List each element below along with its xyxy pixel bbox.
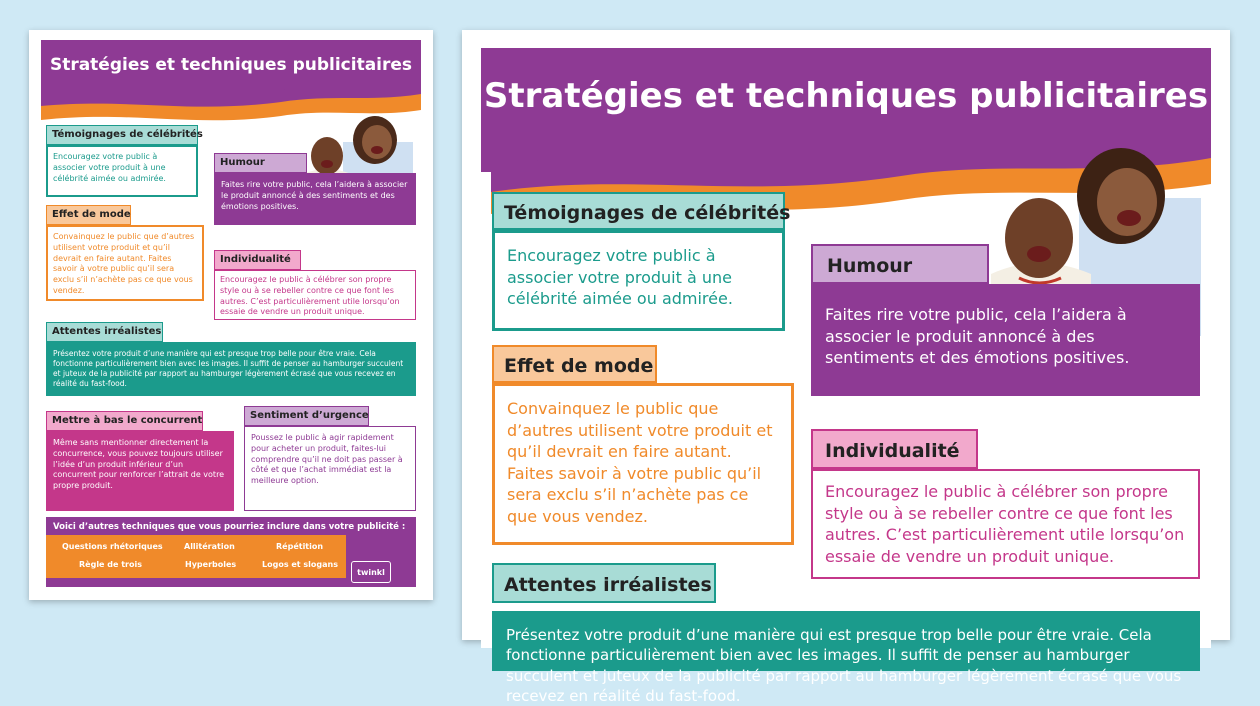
individuality-label: Individualité <box>811 429 978 469</box>
humour-label: Humour <box>214 153 307 173</box>
technique-item: Hyperboles <box>185 560 237 569</box>
zoomed-sheet[interactable] <box>462 30 1230 705</box>
individuality-text: Encouragez le public à célébrer son propre style ou à se rebeller contre ce que font les autres. C’est particulièrement utile lorsqu’on essaie de vendre un produit unique. <box>214 270 416 320</box>
trend-text: Convainquez le public que d’autres utilisent votre produit et qu’il devrait en faire autant. Faites savoir à votre public qu’il sera exclu s’il n’achète pas ce que vous vendez. <box>492 383 794 545</box>
urgency-label: Sentiment d’urgence <box>244 406 369 426</box>
celebrity-text: Encouragez votre public à associer votre produit à une célébrité aimée ou admirée. <box>46 145 198 197</box>
unrealistic-label: Attentes irréalistes <box>46 322 163 342</box>
techniques-list <box>46 535 346 578</box>
individuality-text: Encouragez le public à célébrer son propre style ou à se rebeller contre ce que font les autres. C’est particulièrement utile lorsqu’on essaie de vendre un produit unique. <box>811 469 1200 579</box>
celebrity-label: Témoignages de célébrités <box>492 192 785 230</box>
humour-label: Humour <box>811 244 989 284</box>
technique-item: Règle de trois <box>79 560 142 569</box>
thumbnail-poster <box>41 40 421 590</box>
competitor-text: Même sans mentionner directement la concurrence, vous pouvez toujours utiliser l’idée d’un produit inférieur d’un concurrent pour renforcer l’attrait de votre propre produit. <box>46 431 234 511</box>
technique-item: Répétition <box>276 542 324 551</box>
poster-title: Stratégies et techniques publicitaires <box>483 76 1209 116</box>
trend-text: Convainquez le public que d’autres utilisent votre produit et qu’il devrait en faire autant. Faites savoir à votre public qu’il sera exclu s’il n’achète pas ce que vous vendez. <box>46 225 204 301</box>
unrealistic-text: Présentez votre produit d’une manière qui est presque trop belle pour être vraie. Cela fonctionne particulièrement bien avec les images. Il suffit de penser au hamburger succulent et juteux de la publicité par rapport au hamburger légèrement écrasé que vous recevez en réalité du fast-food. <box>492 611 1200 671</box>
technique-item: Allitération <box>184 542 235 551</box>
unrealistic-label: Attentes irréalistes <box>492 563 716 603</box>
technique-item: Questions rhétoriques <box>62 542 163 551</box>
humour-text: Faites rire votre public, cela l’aidera à associer le produit annoncé à des sentiments et des émotions positives. <box>214 173 416 225</box>
urgency-text: Poussez le public à agir rapidement pour acheter un produit, faites-lui comprendre qu’il ne doit pas passer à côté et que l’achat immédiat est la meilleure option. <box>244 426 416 511</box>
competitor-label: Mettre à bas le concurrent <box>46 411 203 431</box>
zoomed-poster <box>481 48 1211 705</box>
twinkl-logo: twinkl <box>351 561 391 583</box>
celebrity-label: Témoignages de célébrités <box>46 125 198 145</box>
celebrity-text: Encouragez votre public à associer votre produit à une célébrité aimée ou admirée. <box>492 230 785 331</box>
individuality-label: Individualité <box>214 250 301 270</box>
trend-label: Effet de mode <box>46 205 131 225</box>
humour-text: Faites rire votre public, cela l’aidera à associer le produit annoncé à des sentiments et des émotions positives. <box>811 284 1200 396</box>
unrealistic-text: Présentez votre produit d’une manière qui est presque trop belle pour être vraie. Cela fonctionne particulièrement bien avec les images. Il suffit de penser au hamburger succulent et juteux de la publicité par rapport au hamburger légèrement écrasé que vous recevez en réalité du fast-food. <box>46 342 416 396</box>
trend-label: Effet de mode <box>492 345 657 383</box>
poster-title: Stratégies et techniques publicitaires <box>49 55 413 75</box>
technique-item: Logos et slogans <box>262 560 338 569</box>
more-techniques-title: Voici d’autres techniques que vous pourriez inclure dans votre publicité : <box>53 522 406 532</box>
thumbnail-sheet[interactable] <box>29 30 433 600</box>
